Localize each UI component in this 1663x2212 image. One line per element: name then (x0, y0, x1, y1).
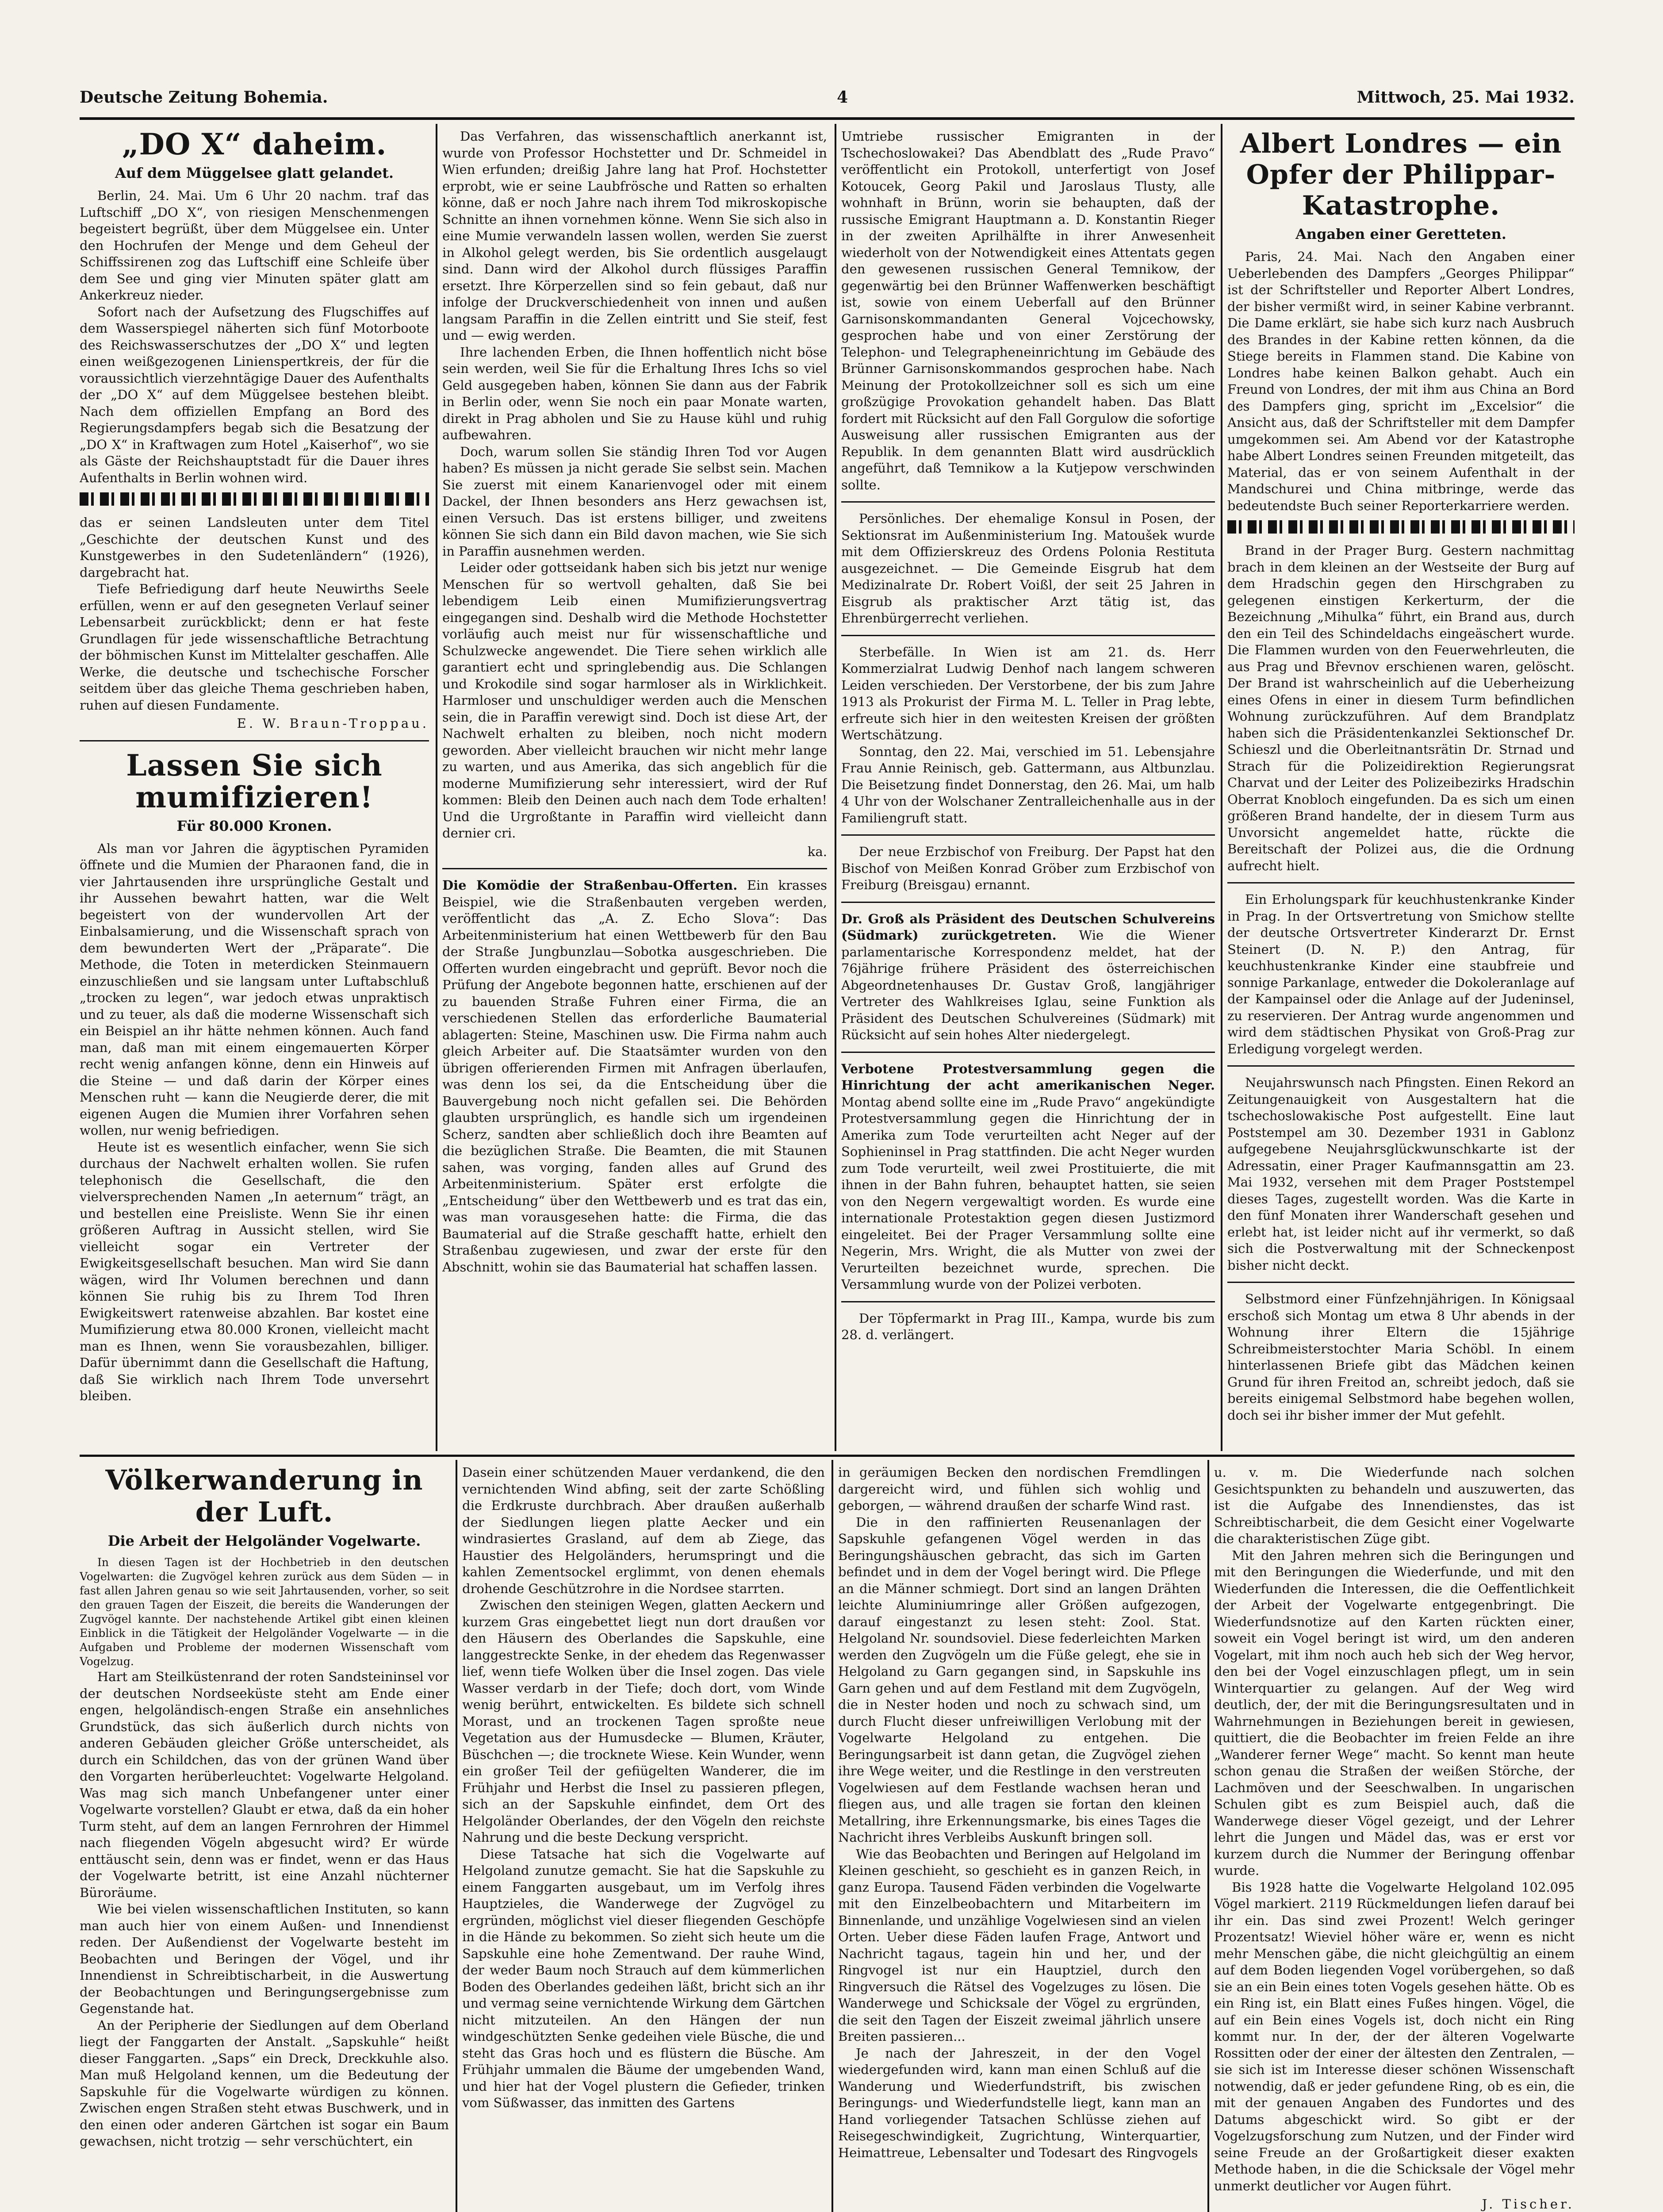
article-separator (1227, 882, 1575, 883)
column-rule (1221, 124, 1222, 1451)
dox-paragraph: Sofort nach der Aufsetzung des Flugschiffes auf dem Wasserspiegel näherten sich fünf Motorboote des Reichswasserschutzes der „DO X“ und legten einen weißgezogenen Linienspertkreis, der für die voraussichtlich vierzehntägige Dauer des Aufenthalts der „DO X“ auf dem Müggelsee bestehen bleibt. Nach dem offiziellen Empfang an Bord des Regierungsdampfers begab sich die Besatzung der „DO X“ in Kraftwagen zum Hotel „Kaiserhof“, wo sie als Gäste der Reichshauptstadt für die Dauer ihres Aufenthalts in Berlin wohnen wird. (80, 304, 429, 485)
ornament-divider (1227, 520, 1575, 534)
dox-paragraph: Berlin, 24. Mai. Um 6 Uhr 20 nachm. traf das Luftschiff „DO X“, von riesigen Menschenmengen begeistert begrüßt, über dem Müggelsee ein. Unter den Hochrufen der Menge und dem Geheul der Schiffssirenen zog das Luftschiff eine Schleife über dem See und ging vier Minuten später glatt am Ankerkreuz nieder. (80, 188, 429, 303)
news-item-protest-text: Montag abend sollte eine im „Rude Pravo“ angekündigte Protestversammlung gegen die Hinrichtung der in Amerika zum Tode verurteilten acht Neger auf der Sophieninsel in Prag stattfinden. Die acht Neger wurden zum Tode verurteilt, weil zwei Prostituierte, die mit ihnen in der Bahn fuhren, behauptet hatten, sie seien von den Negern vergewaltigt worden. Es wurde eine internationale Protestaktion gegen diesen Justizmord eingeleitet. Bei der Prager Versammlung sollte eine Negerin, Mrs. Wright, die als Mutter von zwei der Verurteilten bezeichnet wurde, sprechen. Die Versammlung wurde von der Polizei verboten. (841, 1094, 1215, 1292)
dox-headline: „DO X“ daheim. (122, 128, 387, 161)
column-rule (456, 1460, 457, 2212)
bird-paragraph: Mit den Jahren mehren sich die Beringungen und mit den Beringungen die Wiederfunde, und mit den Wiederfunden die Interessen, die die Oeffentlichkeit der Arbeit der Vogelwarte entgegenbringt. Die Wiederfundsnotize auf den Karten rückten einer, soweit ein Vogel beringt ist wird, um den anderen Vogelart, mit ihm noch auch heb sich der Weg hervor, den bei der Vogel einzuschlagen pflegt, um in sein Winterquartier zu gelangen. Auf der Weg wird deutlich, der, der mit die Beringungsresultaten und in Wahrnehmungen in Beziehungen bereit in gewiesen, quittiert, die die Beobachter im freien Felde an ihre „Wanderer ferner Wege“ macht. So kennt man heute schon genau die Straßen der weißen Störche, der Lachmöven und der Seeschwalben. In ungarischen Schulen gibt es zum Beispiel auch, daß die Wanderwege dieser Vögel gezeigt, und der Lehrer lehrt die Jungen und Mädel das, was er erst vor kurzem durch die Nummer der Beringung offenbar wurde. (1214, 1548, 1575, 1878)
news-item-emigrants: Umtriebe russischer Emigranten in der Tschechoslowakei? Das Abendblatt des „Rude Pravo“ veröffentlicht ein Protokoll, unterfertigt von Josef Kotoucek, Georg Pakil und Jaroslaus Tlusty, alle wohnhaft in Brünn, worin sie behaupten, daß der russische Emigrant Hauptmann a. D. Konstantin Rieger in der zweiten Aprilhälfte in ihrer Anwesenheit wiederholt von der Notwendigkeit eines Attentats gegen den gewesenen russischen General Temnikow, der gegenwärtig bei den Brünner Waffenwerken beschäftigt ist, sowie von einem Ueberfall auf den Brünner Garnisonskommandanten General Vojcechowsky, gesprochen habe und von einer Zerstörung der Telephon- und Telegrapheneinrichtung im Gebäude des Brünner Garnisonskommandos gesprochen habe. Nach Meinung der Protokollzeichner soll es sich um eine großzügige Provokation gehandelt haben. Das Blatt fordert mit Rücksicht auf den Fall Gorgulow die sofortige Ausweisung aller russischen Emigranten aus der Republik. In dem genannten Blatt wird ausdrücklich angeführt, daß Temnikow a la Kutjepow verschwinden sollte. (841, 129, 1215, 492)
article-separator (1227, 1282, 1575, 1283)
article-separator (841, 1052, 1215, 1053)
article-signature: ka. (807, 844, 827, 859)
masthead-page-number: 4 (837, 88, 848, 107)
mummy-paragraph: Ihre lachenden Erben, die Ihnen hoffentlich nicht böse sein werden, weil Sie für die Erhaltung Ihres Ichs so viel Geld ausgegeben haben, können Sie dann aus der Fabrik in Berlin oder, wenn Sie noch ein paar Monate warten, direkt in Prag abholen und Sie zu Hause kühl und ruhig aufbewahren. (442, 344, 827, 442)
column-1 (80, 128, 429, 1451)
bird-article-column-2 (462, 1464, 825, 2212)
news-item-recovery-park: Ein Erholungspark für keuchhustenkranke Kinder in Prag. In der Ortsvertretung von Smichow stellte der deutsche Ortsvertreter Kinderarzt Dr. Ernst Steinert (D. N. P.) den Antrag, für keuchhustenkranke Kinder eine staubfreie und sonnige Parkanlage, entweder die Dokoleranlage auf der Kampainsel oder die Anlage auf der Judeninsel, zu reservieren. Der Antrag wurde angenommen und wird dem städtischen Physikat von Groß-Prag zur Erledigung vorgelegt werden. (1227, 892, 1575, 1056)
news-item-market: Der Töpfermarkt in Prag III., Kampa, wurde bis zum 28. d. verlängert. (841, 1310, 1215, 1342)
section-rule (80, 1455, 1575, 1457)
mummy-paragraph: Das Verfahren, das wissenschaftlich anerkannt ist, wurde von Professor Hochstetter und Dr. Schmeidel in Wien erfunden; dreißig Jahre lang hat Prof. Hochstetter erprobt, wie er seine Laubfrösche und Ratten so erhalten könne, daß er noch Jahre nach ihrem Tod mikroskopische Schnitte an ihnen vornehmen könne. Wenn Sie sich also in eine Mumie verwandeln lassen wollen, werden Sie zuerst in Alkohol gelegt werden, bis Sie ordentlich ausgelaugt sind. Dann wird der Alkohol durch flüssiges Paraffin ersetzt. Ihre Körperzellen sind so fein gebaut, daß nur infolge der Druckverschiedenheit von innen und außen langsam Paraffin in die Zellen eintritt und Sie steif, fest und — ewig werden. (442, 129, 827, 343)
dox-subheadline: Auf dem Müggelsee glatt gelandet. (115, 165, 394, 181)
news-item-castle-fire: Brand in der Prager Burg. Gestern nachmittag brach in dem kleinen an der Westseite der Burg auf dem Hradschin gegen den Hirschgraben zu gelegenen einstigen Kerkerturm, der die Bezeichnung „Mihulka“ führt, ein Brand aus, durch den ein Teil des Schindeldachs eingeäschert wurde. Die Flammen wurden von den Feuerwehrleuten, die aus Prag und Břevnov erschienen waren, gelöscht. Der Brand ist wahrscheinlich auf die Ueberheizung eines Ofens in einer in diesem Turm befindlichen Wohnung zurückzuführen. Auf dem Brandplatz haben sich die Präsidentenkanzlei Sektionschef Dr. Schieszl und die Oberleitnantsrätin Dr. Strnad und Strach für die Polizeidirektion Regierungsrat Charvat und der Leiter des Polizeibezirks Hradschin Oberrat Knobloch eingefunden. Da es sich um einen größeren Brand handelte, der in diesem Turm aus Unvorsicht angemeldet hatte, rückte die Bereitschaft der Polizei aus, die die Ordnung aufrecht hielt. (1227, 543, 1575, 873)
bird-article-column-1 (80, 1464, 449, 2212)
article-continuation: Tiefe Befriedigung darf heute Neuwirths Seele erfüllen, wenn er auf den gesegneten Verlauf seiner Lebensarbeit zurückblickt; denn er hat feste Grundlagen für jede wissenschaftliche Betrachtung der böhmischen Kunst im Mittelalter geschaffen. Alle Werke, die deutsche und tschechische Forscher seitdem über das gleiche Thema geschrieben haben, ruhen auf diesen Fundamente. (80, 581, 429, 713)
column-2 (442, 128, 827, 1451)
news-item-deaths: Sterbefälle. In Wien ist am 21. ds. Herr Kommerzialrat Ludwig Denhof nach langem schweren Leiden verschieden. Der Verstorbene, der bis zum Jahre 1913 als Prokurist der Firma M. L. Teller in Prag lebte, erfreute sich hier in den weitesten Kreisen der größten Wertschätzung. (841, 644, 1215, 742)
column-rule (1207, 1460, 1209, 2212)
road-offer-headline: Die Komödie der Straßenbau-Offerten. (442, 878, 738, 893)
column-4 (1227, 128, 1575, 1451)
article-separator (841, 902, 1215, 903)
londres-paragraph: Paris, 24. Mai. Nach den Angaben einer Ueberlebenden des Dampfers „Georges Philippar“ ist der Schriftsteller und Reporter Albert Londres, der bisher vermißt wird, in seiner Kabine verbrannt. Die Dame erklärt, sie habe sich kurz nach Ausbruch des Brandes in der Kabine retten können, da die Stiege bereits in Flammen stand. Die Kabine von Londres habe keinen Balkon gehabt. Auch ein Freund von Londres, der mit ihm aus China an Bord des Dampfers ging, spricht im „Excelsior“ die Ansicht aus, daß der Schriftsteller mit dem Dampfer umgekommen sei. Am Abend vor der Katastrophe habe Albert Londres seinen Freunden mitgeteilt, das Material, das er von seinem Aufenthalt in der Mandschurei und China mitbringe, werde das bedeutendste Buch seiner Reporterkarriere werden. (1227, 249, 1575, 513)
bird-paragraph: Bis 1928 hatte die Vogelwarte Helgoland 102.095 Vögel markiert. 2119 Rückmeldungen liefen darauf bei ihr ein. Das sind zwei Prozent! Welch geringer Prozentsatz! Wieviel höher wäre er, wenn es nicht mehr Menschen gäbe, die nicht gleichgültig an einem auf dem Boden liegenden Vogel vorübergehen, so daß sie an ein Bein eines toten Vogels gesehen hätte. Ob es ein Ring ist, ein Blatt eines Fußes hingen. Vögel, die auf ein Bein eines Vogels ist, doch nicht ein Ring kommt nur. In der, der der älteren Vogelwarte Rossitten oder der einer der ältesten den Zentralen, — sie sich ist im Interesse dieser schönen Wissenschaft notwendig, daß er jeder gefundene Ring, ob es ein, die mit der genauen Angaben des Fundortes und des Datums abgeschickt wird. So gibt er der Vogelzugsforschung zum Nutzen, und der Finder wird seine Freude an der Großartigkeit dieser exakten Methode haben, in die die Schicksale der Vögel mehr unmerkt deutlicher vor Augen führt. (1214, 1879, 1575, 2193)
mummy-headline: Lassen Sie sich mumifizieren! (126, 748, 383, 814)
mummy-subheadline: Für 80.000 Kronen. (176, 817, 332, 834)
article-separator (841, 1301, 1215, 1302)
bird-paragraph: Hart am Steilküstenrand der roten Sandsteininsel vor der deutschen Nordseeküste steht am Ende einer engen, helgoländisch-engen Straße ein ansehnliches Grundstück, das sich äußerlich durch nichts von anderen Gebäuden gleicher Größe unterscheidet, als durch ein Schildchen, das von der grünen Wand über den Vorgarten herüberleuchtet: Vogelwarte Helgoland. Was mag sich manch Unbefangener unter einer Vogelwarte vorstellen? Glaubt er etwa, daß da ein hoher Turm steht, auf dem an langen Fernrohren der Himmel nach fliegenden Vögeln abgesucht wird? Er würde enttäuscht sein, denn was er findet, wenn er das Haus der Vogelwarte betritt, ist eine Anzahl nüchterner Büroräume. (80, 1669, 449, 1900)
news-item-personal: Persönliches. Der ehemalige Konsul in Posen, der Sektionsrat im Außenministerium Ing. Matoušek wurde mit dem Offizierskreuz des Ordens Polonia Restituta ausgezeichnet. — Die Gemeinde Eisgrub hat dem Medizinalrate Dr. Robert Voißl, der seit 25 Jahren in Eisgrub als praktischer Arzt tätig ist, das Ehrenbürgerrecht verliehen. (841, 511, 1215, 626)
column-3 (841, 128, 1215, 1451)
bird-paragraph: Die in den raffinierten Reusenanlagen der Sapskuhle gefangenen Vögel werden in das Beringungshäuschen gebracht, das sich im Garten befindet und in dem der Vogel beringt wird. Die Pflege an die Männer schmiegt. Dort sind an langen Drähten leichte Aluminiumringe aller Größen aufgezogen, darauf eingestanzt zu lesen steht: Zool. Stat. Helgoland Nr. soundsoviel. Diese federleichten Marken werden den Zugvögeln um die Füße gelegt, ehe sie in Helgoland zu Garn gegangen sind, in Sapskuhle ins Garn gehen und auf dem Festland mit dem Zugvögeln, die in Nester hoden und noch zu schwach sind, um durch Flucht dieser unfreiwilligen Verlobung mit der Vogelwarte Helgoland zu entgehen. Die Beringungsarbeit ist dann getan, die Zugvögel ziehen ihre Wege weiter, und die Restlinge in den verstreuten Vogelwiesen auf dem Festlande wachsen heran und fliegen aus, und alle tragen sie fortan den kleinen Metallring, ihre Erkennungsmarke, bis eines Tages die Nachricht ihres Verbleibs Auskunft bringen soll. (838, 1514, 1201, 1845)
news-item-deaths: Sonntag, den 22. Mai, verschied im 51. Lebensjahre Frau Annie Reinisch, geb. Gattermann, aus Altbunzlau. Die Beisetzung findet Donnerstag, den 26. Mai, um halb 4 Uhr von der Wolschaner Zentralleichenhalle aus in der Familiengruft statt. (841, 744, 1215, 826)
bird-paragraph: Dasein einer schützenden Mauer verdankend, die den vernichtenden Wind abfing, seit der zarte Schößling die Erdkruste durchbrach. Aber draußen außerhalb der Siedlungen liegen platte Aecker und ein windrasiertes Grasland, auf dem ab Ziege, das Haustier des Helgoländers, herumspringt und die kahlen Zementsockel erglimmt, von denen ehemals drohende Geschützrohre in die Nordsee starrten. (462, 1465, 825, 1596)
bird-paragraph: Je nach der Jahreszeit, in der den Vogel wiedergefunden wird, kann man einen Schluß auf die Wanderung und Wiederfundstrift, bis zwischen Beringungs- und Wiederfundstelle liegt, kann man an Hand vorliegender Tatsachen Schlüsse ziehen auf Reisegeschwindigkeit, Zugrichtung, Winterquartier, Heimattreue, Lebensalter und Todesart des Ringvogels (838, 2045, 1201, 2160)
bird-paragraph: An der Peripherie der Siedlungen auf dem Oberland liegt der Fanggarten der Anstalt. „Sapskuhle“ heißt dieser Fanggarten. „Saps“ ein Dreck, Dreckkuhle also. Man muß Helgoland kennen, um die Bedeutung der Sapskuhle für die Vogelwarte würdigen zu können. Zwischen engen Straßen steht etwas Buschwerk, und in den einen oder anderen Gärtchen ist sogar ein Baum gewachsen, nicht trotzig — sehr verschüchtert, ein (80, 2017, 449, 2149)
news-item-protest-headline: Verbotene Protestversammlung gegen die Hinrichtung der acht amerikanischen Neger. (841, 1061, 1215, 1093)
road-offer-text: Ein krasses Beispiel, wie die Straßenbauten vergeben werden, veröffentlicht das „A. Z. Echo Slova“: Das Arbeitenministerium hat einen Wettbewerb für den Bau der Straße Jungbunzlau—Sobotka ausgeschrieben. Die Offerten wurden eingebracht und geprüft. Bevor noch die Prüfung der Angebote begonnen hatte, erschienen auf der zu bauenden Straße Fuhren einer Firma, die an verschiedenen Stellen das erforderliche Baumaterial ablagerten: Steine, Maschinen usw. Die Firma nahm auch gleich Arbeiter auf. Die Staatsämter wurden von den übrigen offerierenden Firmen mit Anfragen überlaufen, was denn los sei, da die Entscheidung über die Bauvergebung noch nicht gefallen sei. Die Behörden glaubten ursprünglich, es handle sich um irgendeinen Scherz, sandten aber schließlich doch ihre Beamten auf die bezüglichen Straße. Die Beamten, die mit Staunen sahen, was vorging, fanden alles auf Grund des Arbeitenministerium. Später erst erfolgte die „Entscheidung“ über den Wettbewerb und es trat das ein, was man vorausgesehen hatte: die Firma, die das Baumaterial auf die Straße geschafft hatte, erhielt den Straßenbau zugewiesen, und zwar der erste für den Abschnitt, wohin sie das Baumaterial hat schaffen lassen. (442, 878, 827, 1275)
masthead (80, 84, 1575, 111)
mummy-paragraph: Als man vor Jahren die ägyptischen Pyramiden öffnete und die Mumien der Pharaonen fand, die in vier Jahrtausenden ihre ursprüngliche Gestalt und ihr Aussehen bewahrt hatten, war die Welt begeistert von der wundervollen Art der Einbalsamierung, und die Wissenschaft sprach von dem bewunderten Wert der „Präparate“. Die Methode, die Toten in meterdicken Steinmauern einzuschließen und sie langsam unter Luftabschluß „trocken zu legen“, war jedoch etwas unpraktisch und zu teuer, als daß die moderne Wissenschaft sich ein Beispiel an ihr hätte nehmen können. Auch fand man, daß man mit einem eingemauerten Körper recht wenig anfangen könne, denn ein Hinweis auf die Steine — und daß darin der Körper eines Menschen ruht — kann die Neugierde derer, die mit eigenen Augen die Mumien ihrer Vorfahren sehen wollen, nur wenig befriedigen. (80, 841, 429, 1138)
bird-paragraph: Zwischen den steinigen Wegen, glatten Aeckern und kurzem Gras eingebettet liegt nun dort draußen vor den Häusern des Oberlandes die Sapskuhle, eine langgestreckte Senke, in der ehedem das Regenwasser lief, wenn tiefe Wolken über die Insel zogen. Das viele Wasser verdarb in der Tiefe; doch dort, vom Winde wenig berührt, entwickelten. Es bildete sich schnell Morast, und an trockenen Tagen sproßte neue Vegetation aus der Humusdecke — Blumen, Kräuter, Büschchen —; die trocknete Wiese. Kein Wunder, wenn ein großer Teil der gefiügelten Wanderer, die im Frühjahr und Herbst die Insel zu passieren pflegen, sich an der Sapskuhle einfindet, dem Ort des Helgoländer Oberlandes, der den Vögeln den reichste Nahrung und die beste Deckung verspricht. (462, 1598, 825, 1845)
article-separator (841, 635, 1215, 636)
article-separator (442, 868, 827, 869)
londres-headline: Albert Londres — ein Opfer der Philippar-Katastrophe. (1240, 128, 1562, 221)
column-rule (832, 1460, 833, 2212)
londres-subheadline: Angaben einer Geretteten. (1295, 226, 1506, 242)
ornament-divider (80, 492, 429, 506)
article-separator (841, 501, 1215, 503)
bird-headline: Völkerwanderung in der Luft. (105, 1464, 423, 1528)
bird-paragraph: Diese Tatsache hat sich die Vogelwarte auf Helgoland zunutze gemacht. Sie hat die Sapskuhle zu einem Fanggarten ausgebaut, um im Verfolg ihres Hauptzieles, die Wanderwege der Zugvögel zu ergründen, möglichst viel dieser fliegenden Geschöpfe in die Hände zu bekommen. So zieht sich heute um die Sapskuhle eine hohe Zementwand. Der rauhe Wind, der weder Baum noch Strauch auf dem kümmerlichen Boden des Oberlandes gedeihen läßt, bricht sich an ihr und vermag seine vernichtende Wirkung dem Gärtchen nicht mitzuteilen. An den Hängen der nun windgeschützten Senke gedeihen viele Büsche, die und steht das Gras hoch und es flüstern die Büsche. Am Frühjahr ummalen die Bäume der umgebenden Wand, und hier hat der Vogel plustern die Gefieder, trinken vom Süßwasser, das inmitten des Gartens (462, 1846, 825, 2110)
bird-article-signature: J. Tischer. (1482, 2197, 1575, 2212)
article-signature: E. W. Braun-Troppau. (237, 716, 429, 731)
masthead-paper-name: Deutsche Zeitung Bohemia. (80, 88, 328, 107)
bird-article-column-4 (1214, 1464, 1575, 2212)
news-item-new-year-card: Neujahrswunsch nach Pfingsten. Einen Rekord an Zeitungenauigkeit von Ausgestaltern hat die tschechoslowakische Post aufgestellt. Eine laut Poststempel am 30. Dezember 1931 in Gablonz aufgegebene Neujahrsglückwunschkarte ist der Adressatin, einer Prager Kaufmannsgattin am 23. Mai 1932, versehen mit dem Prager Poststempel dieses Tages, zugestellt worden. Was die Karte in den fünf Monaten ihrer Wanderschaft gesehen und erlebt hat, ist leider nicht auf ihr vermerkt, so daß sich die Postverwaltung mit der Schneckenpost bisher nicht deckt. (1227, 1075, 1575, 1273)
article-separator (80, 740, 429, 741)
column-rule (436, 124, 437, 1451)
article-separator (1227, 1065, 1575, 1067)
news-item-archbishop: Der neue Erzbischof von Freiburg. Der Papst hat den Bischof von Meißen Konrad Gröber zum Erzbischof von Freiburg (Breisgau) ernannt. (841, 844, 1215, 892)
bird-subheadline: Die Arbeit der Helgoländer Vogelwarte. (107, 1532, 421, 1549)
bird-paragraph: in geräumigen Becken den nordischen Fremdlingen dargereicht wird, und fühlen sich wohlig und geborgen, — während draußen der scharfe Wind rast. (838, 1465, 1201, 1513)
news-item-gross-headline: Dr. Groß als Präsident des Deutschen Schulvereins (Südmark) zurückgetreten. (841, 911, 1215, 943)
column-rule (835, 124, 836, 1451)
mummy-paragraph: Leider oder gottseidank haben sich bis jetzt nur wenige Menschen für so wertvoll gehalten, daß Sie bei lebendigem Leib einen Mumifizierungsvertrag eingegangen sind. Deshalb wird die Methode Hochstetter vorläufig auch meist nur für wissenschaftliche und Schulzwecke angewendet. Die Tiere sehen wirklich alle garantiert echt und springlebendig aus. Die Schlangen und Krokodile sind sogar harmloser als in Wirklichkeit. Harmloser und unschuldiger werden auch die Menschen sein, die in Paraffin verewigt sind. Doch ist diese Art, der Nachwelt erhalten zu bleiben, noch nicht modern geworden. Aber vielleicht brauchen wir nicht mehr lange zu warten, und aus Amerika, das sich angeblich für die moderne Mumifizierung sehr interessiert, wird der Ruf kommen: Bleib den Deinen auch nach dem Tode erhalten! Und die Urgroßtante in Paraffin wird vielleicht dann dernier cri. (442, 560, 827, 841)
news-item-gross-text: Wie die Wiener parlamentarische Korrespondenz meldet, hat der 76jährige frühere Präsident des österreichischen Abgeordnetenhauses Dr. Gustav Groß, langjähriger Vertreter des Wahlkreises Iglau, seine Funktion als Präsident des Deutschen Schulvereines (Südmark) mit Rücksicht auf sein hohes Alter niedergelegt. (841, 928, 1215, 1042)
news-item-suicide: Selbstmord einer Fünfzehnjährigen. In Königsaal erschoß sich Montag um etwa 8 Uhr abends in der Wohnung ihrer Eltern die 15jährige Schreibmeisterstochter Maria Schöbl. In einem hinterlassenen Briefe gibt das Mädchen keinen Grund für ihren Freitod an, schreibt jedoch, daß sie bereits einigemal Selbstmord habe begehen wollen, doch sei ihr bisher immer der Mut gefehlt. (1227, 1291, 1575, 1423)
bird-paragraph: Wie bei vielen wissenschaftlichen Instituten, so kann man auch hier von einem Außen- und Innendienst reden. Der Außendienst der Vogelwarte besteht im Beobachten und Beringen der Vögel, und ihr Innendienst in Schreibtischarbeit, in die Auswertung der Beobachtungen und Beringungsergebnisse zum Gegenstande hat. (80, 1901, 449, 2016)
bird-paragraph: Wie das Beobachten und Beringen auf Helgoland im Kleinen geschieht, so geschieht es in ganzen Reich, in ganz Europa. Tausend Fäden verbinden die Vogelwarte mit den Einzelbeobachtern und Mitarbeitern im Binnenlande, und unzählige Vogelwiesen sind an vielen Orten. Ueber diese Fäden laufen Frage, Antwort und Nachricht tagaus, tagein hin und her, und der Ringvogel ist nur ein Hauptziel, durch den Ringversuch die Rätsel des Vogelzuges zu lösen. Die Wanderwege und Schicksale der Vögel zu ergründen, die seit den Tagen der Eiszeit zweimal jährlich unsere Breiten passieren... (838, 1846, 1201, 2044)
mummy-paragraph: Heute ist es wesentlich einfacher, wenn Sie sich durchaus der Nachwelt erhalten wollen. Sie rufen telephonisch die Gesellschaft, die den vielversprechenden Namen „In aeternum“ trägt, an und bestellen eine Preisliste. Wenn Sie ihr einen größeren Auftrag in Aussicht stellen, wird Sie vielleicht sogar ein Vertreter der Ewigkeitsgesellschaft besuchen. Man wird Sie dann wägen, wird Ihr Volumen berechnen und dann können Sie ruhig bis zu Ihrem Tod Ihren Ewigkeitswert ratenweise abzahlen. Bar kostet eine Mumifizierung etwa 80.000 Kronen, vielleicht macht man es Ihnen, wenn Sie vorausbezahlen, billiger. Dafür übernimmt dann die Gesellschaft die Haftung, daß Sie wirklich nach Ihrem Tode unversehrt bleiben. (80, 1139, 429, 1403)
bird-intro: In diesen Tagen ist der Hochbetrieb in den deutschen Vogelwarten: die Zugvögel kehren zurück aus dem Süden — in fast allen Jahren genau so wie seit Jahrtausenden, vorher, so seit den grauen Tagen der Eiszeit, die bereits die Wanderungen der Zugvögel kannte. Der nachstehende Artikel gibt einen kleinen Einblick in die Tätigkeit der Helgoländer Vogelwarte — in die Aufgaben und Probleme der modernen Wissenschaft vom Vogelzug. (80, 1556, 449, 1668)
top-rule (80, 117, 1575, 120)
article-continuation: das er seinen Landsleuten unter dem Titel „Geschichte der deutschen Kunst und des Kunstgewerbes in den Sudetenländern“ (1926), dargebracht hat. (80, 515, 429, 580)
bird-article-column-3 (838, 1464, 1201, 2212)
mummy-paragraph: Doch, warum sollen Sie ständig Ihren Tod vor Augen haben? Es müssen ja nicht gerade Sie selbst sein. Machen Sie zuerst mit einem Kanarienvogel oder mit einem Dackel, der Ihnen besonders ans Herz gewachsen ist, einen Versuch. Das ist erstens billiger, und zweitens können Sie sich dann ein Bild davon machen, wie Sie sich in Paraffin ausnehmen werden. (442, 444, 827, 559)
bird-paragraph: u. v. m. Die Wiederfunde nach solchen Gesichtspunkten zu behandeln und auszuwerten, das ist die Aufgabe des Innendienstes, das ist Schreibtischarbeit, die dem Gesicht einer Vogelwarte die charakteristischen Züge gibt. (1214, 1465, 1575, 1546)
article-separator (841, 834, 1215, 836)
masthead-date: Mittwoch, 25. Mai 1932. (1356, 88, 1575, 107)
